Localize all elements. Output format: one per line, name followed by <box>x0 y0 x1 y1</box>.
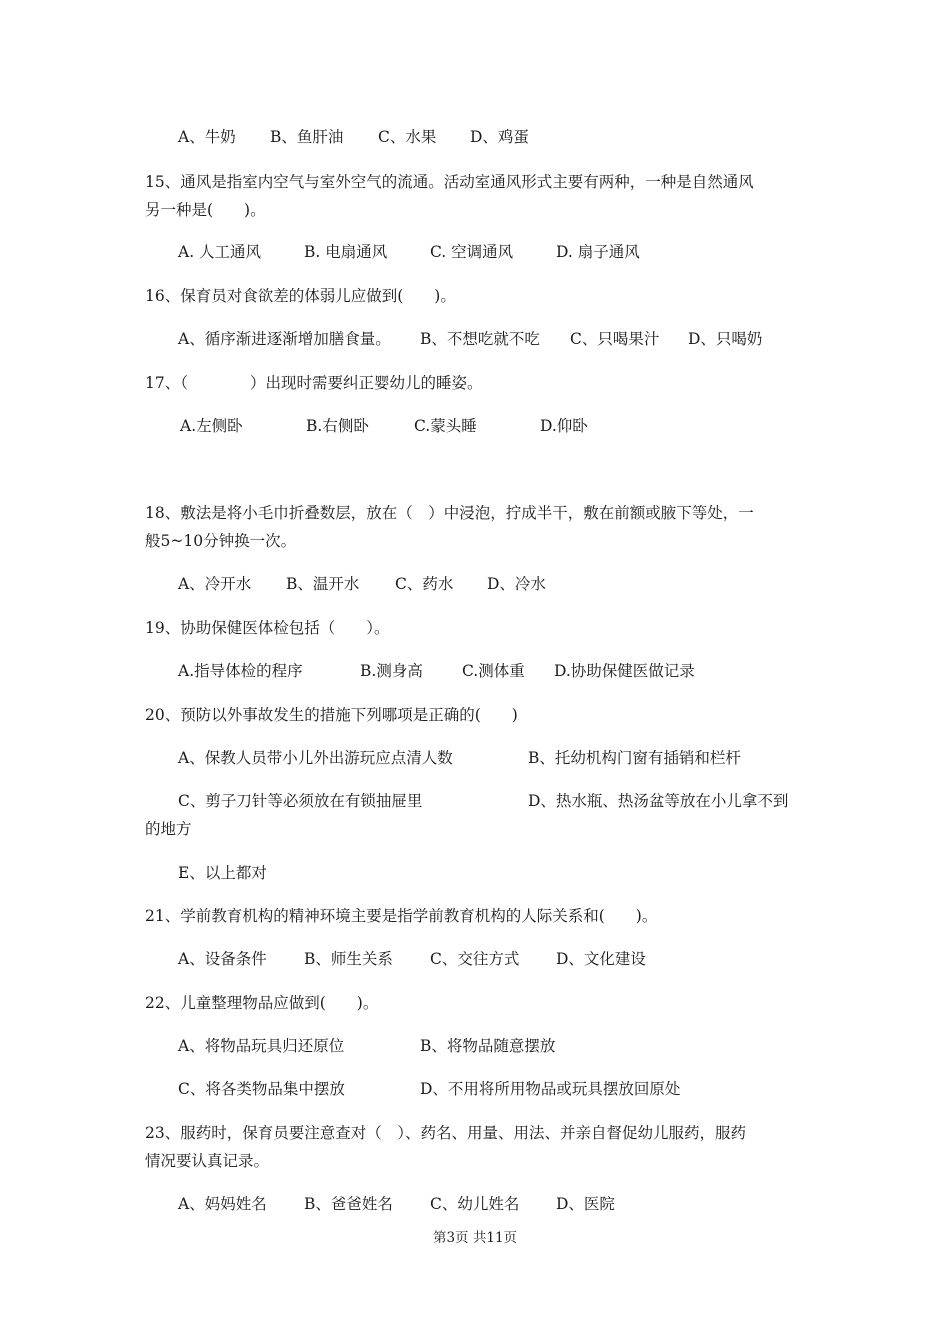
question-23-text-cont: 情况要认真记录。 <box>145 1152 270 1170</box>
option-d: D、医院 <box>556 1195 615 1213</box>
question-20-text: 20、预防以外事故发生的措施下列哪项是正确的( ) <box>145 706 518 724</box>
option-a: A、妈妈姓名 <box>178 1195 267 1213</box>
option-b: B.右侧卧 <box>306 417 369 435</box>
page-number: 第3页 共11页 <box>432 1230 518 1246</box>
option-a: A、牛奶 <box>178 128 236 146</box>
option-c: C.蒙头睡 <box>414 417 477 435</box>
question-21-text: 21、学前教育机构的精神环境主要是指学前教育机构的人际关系和( )。 <box>145 907 658 925</box>
option-d: D、文化建设 <box>556 950 646 968</box>
option-b: B、将物品随意摆放 <box>420 1037 556 1055</box>
option-a: A、冷开水 <box>178 575 252 593</box>
option-d-wrap: 的地方 <box>145 820 192 838</box>
option-a: A. 人工通风 <box>178 243 262 261</box>
option-a: A.左侧卧 <box>180 417 243 435</box>
option-b: B、温开水 <box>286 575 360 593</box>
option-d: D.协助保健医做记录 <box>554 662 695 680</box>
option-d: D. 扇子通风 <box>556 243 640 261</box>
option-c: C、将各类物品集中摆放 <box>178 1080 345 1098</box>
question-18-text: 18、敷法是将小毛巾折叠数层，放在（ ）中浸泡，拧成半干，敷在前额或腋下等处，一 <box>145 504 754 522</box>
option-c: C、幼儿姓名 <box>430 1195 520 1213</box>
option-d: D、只喝奶 <box>688 330 763 348</box>
question-19-text: 19、协助保健医体检包括（ ）。 <box>145 619 390 637</box>
option-c: C、只喝果汁 <box>570 330 660 348</box>
option-d: D、鸡蛋 <box>470 128 529 146</box>
option-c: C、交往方式 <box>430 950 520 968</box>
question-17-text: 17、（ ）出现时需要纠正婴幼儿的睡姿。 <box>145 374 483 392</box>
option-c: C、药水 <box>395 575 454 593</box>
option-d: D、热水瓶、热汤盆等放在小儿拿不到 <box>528 792 789 810</box>
question-15-text: 15、通风是指室内空气与室外空气的流通。活动室通风形式主要有两种，一种是自然通风 <box>145 173 754 191</box>
option-b: B、托幼机构门窗有插销和栏杆 <box>528 749 741 767</box>
option-b: B、不想吃就不吃 <box>420 330 540 348</box>
question-22-text: 22、儿童整理物品应做到( )。 <box>145 994 379 1012</box>
option-d: D、不用将所用物品或玩具摆放回原处 <box>420 1080 681 1098</box>
option-c: C、水果 <box>378 128 437 146</box>
option-e: E、以上都对 <box>178 864 267 882</box>
question-18-text-cont: 般5~10分钟换一次。 <box>145 532 297 550</box>
option-c: C.测体重 <box>462 662 525 680</box>
question-16-text: 16、保育员对食欲差的体弱儿应做到( )。 <box>145 287 456 305</box>
option-a: A.指导体检的程序 <box>178 662 303 680</box>
option-b: B、师生关系 <box>304 950 393 968</box>
question-15-text-cont: 另一种是( )。 <box>145 201 266 219</box>
option-c: C、剪子刀针等必须放在有锁抽屉里 <box>178 792 423 810</box>
option-b: B.测身高 <box>360 662 423 680</box>
option-b: B、爸爸姓名 <box>304 1195 393 1213</box>
option-a: A、保教人员带小儿外出游玩应点清人数 <box>178 749 453 767</box>
option-a: A、将物品玩具归还原位 <box>178 1037 345 1055</box>
option-b: B、鱼肝油 <box>270 128 344 146</box>
question-23-text: 23、服药时，保育员要注意查对（ ）、药名、用量、用法、并亲自督促幼儿服药，服药 <box>145 1124 746 1142</box>
option-a: A、设备条件 <box>178 950 267 968</box>
option-a: A、循序渐进逐渐增加膳食量。 <box>178 330 391 348</box>
option-d: D.仰卧 <box>540 417 588 435</box>
option-b: B. 电扇通风 <box>304 243 388 261</box>
option-c: C. 空调通风 <box>430 243 514 261</box>
option-d: D、冷水 <box>487 575 546 593</box>
